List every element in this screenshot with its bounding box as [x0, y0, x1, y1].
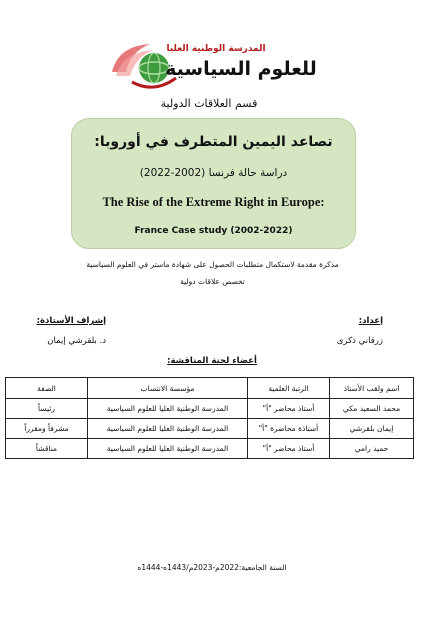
english-subtitle: France Case study (2002-2022): [134, 226, 293, 236]
logo-school-name: المدرسة الوطنية العليا: [166, 44, 266, 54]
department-name: قسم العلاقات الدولية: [160, 97, 258, 110]
table-row: [6, 419, 414, 439]
supervisor-label: إشراف الأستاذة:: [36, 316, 106, 326]
column-header-name: اسم ولقب الأستاذ: [330, 378, 414, 399]
member-institution: المدرسة الوطنية العليا للعلوم السياسية: [88, 419, 248, 439]
committee-table: [5, 377, 414, 459]
member-name: إيمان بلقرشي: [330, 419, 414, 439]
supervisor-name: د. بلقرشي إيمان: [47, 336, 106, 346]
prepared-by-label: إعداد:: [358, 316, 383, 326]
member-role: مشرفاً ومقرراً: [6, 419, 88, 439]
english-title: The Rise of the Extreme Right in Europe:: [102, 195, 325, 209]
committee-heading: أعضاء لجنة المناقشة:: [167, 356, 257, 366]
academic-year: السنة الجامعية:2022م-2023م/1443ه-1444ه: [137, 563, 287, 572]
member-rank: أستاذ محاضر "أ": [248, 439, 330, 459]
member-rank: أستاذة محاضرة "أ": [248, 419, 330, 439]
member-institution: المدرسة الوطنية العليا للعلوم السياسية: [88, 399, 248, 419]
column-header-role: الصفة: [6, 378, 88, 399]
student-name: زرقاني ذكرى: [336, 336, 383, 346]
member-role: رئيساً: [6, 399, 88, 419]
specialization: تخصص علاقات دولية: [180, 277, 245, 286]
table-header-row: [6, 378, 414, 399]
member-institution: المدرسة الوطنية العليا للعلوم السياسية: [88, 439, 248, 459]
title-panel: [71, 118, 356, 249]
table-row: [6, 439, 414, 459]
table-row: [6, 399, 414, 419]
member-role: مناقشاً: [6, 439, 88, 459]
column-header-rank: الرتبة العلمية: [248, 378, 330, 399]
member-name: محمد السعيد مكي: [330, 399, 414, 419]
memo-description: مذكرة مقدمة لاستكمال متطلبات الحصول على شهادة ماستر في العلوم السياسية: [86, 260, 339, 269]
arabic-subtitle: دراسة حالة فرنسا (2002-2022): [139, 167, 288, 179]
member-rank: أستاذ محاضر "أ": [248, 399, 330, 419]
column-header-institution: مؤسسة الانتساب: [88, 378, 248, 399]
member-name: حميد رامي: [330, 439, 414, 459]
logo-school-subtitle: للعلوم السياسية: [165, 58, 317, 80]
arabic-title: تصاعد اليمين المتطرف في أوروبا:: [94, 134, 333, 150]
